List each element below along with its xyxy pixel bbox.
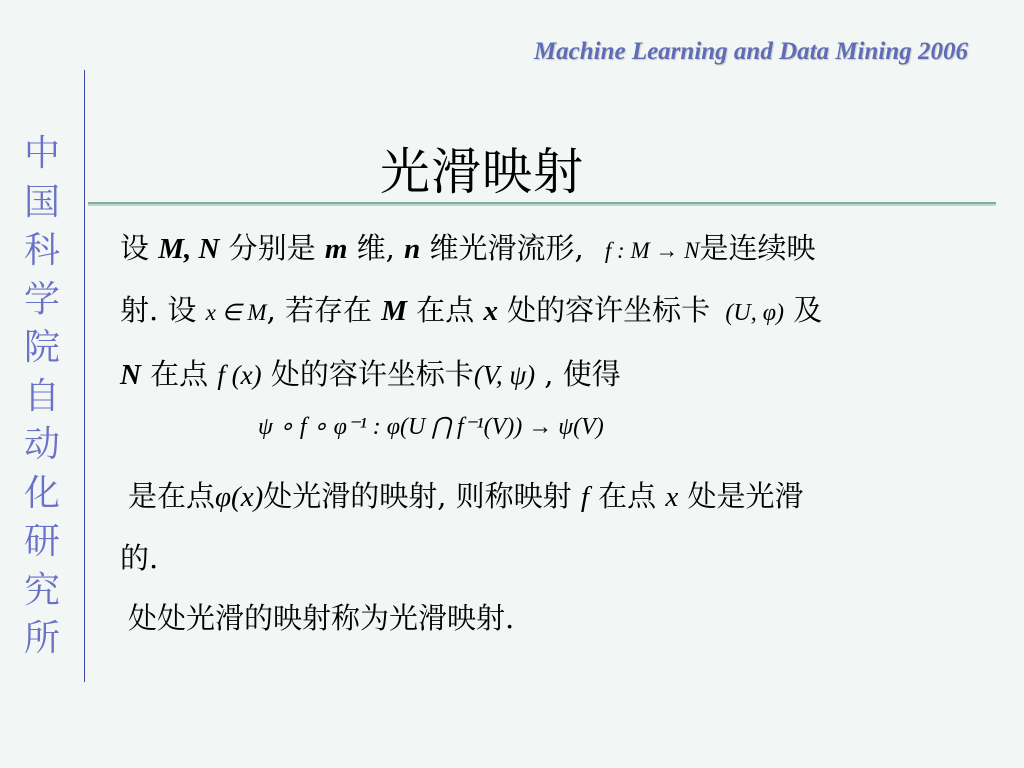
- var-m: m: [324, 233, 348, 265]
- institute-char: 化: [23, 472, 60, 514]
- text: 射. 设: [120, 293, 206, 327]
- text: ,: [184, 233, 199, 265]
- institute-name: [16, 130, 68, 664]
- math-map: f : M → N: [604, 238, 700, 263]
- institute-char: 科: [23, 230, 60, 271]
- text: 是连续映: [699, 231, 816, 265]
- body-line-2: [120, 290, 822, 333]
- text: 处的容许坐标卡: [261, 357, 474, 391]
- body-line-3: [120, 354, 621, 395]
- var-f: f: [580, 481, 589, 513]
- text: 分别是: [219, 231, 325, 265]
- math-x-in-M: x ∈ M: [205, 300, 267, 325]
- math-f-of-x: f (x): [217, 360, 262, 390]
- institute-char: 研: [23, 521, 60, 562]
- text: 设: [120, 231, 159, 265]
- institute-char: 究: [23, 569, 60, 611]
- text: 的.: [120, 541, 159, 575]
- var-N: N: [120, 359, 141, 391]
- var-x: x: [665, 481, 679, 513]
- text: 处的容许坐标卡: [497, 293, 711, 327]
- text: 处是光滑: [678, 479, 804, 513]
- math-chart-V: (V, ψ): [473, 360, 536, 390]
- text: 在点: [407, 293, 484, 327]
- formula: [258, 412, 604, 441]
- body-line-4: [128, 476, 804, 517]
- formula-text: ψ ∘ f ∘ φ⁻¹ : φ(U ⋂ f⁻¹(V)) → ψ(V): [258, 414, 604, 440]
- body-line-1: [120, 228, 816, 271]
- text: 及: [783, 293, 823, 327]
- institute-char: 所: [23, 618, 60, 659]
- math-chart-U: (U, φ): [725, 300, 784, 326]
- institute-char: 中: [23, 133, 60, 174]
- vertical-divider: [84, 70, 85, 682]
- var-M: M: [158, 233, 185, 265]
- var-M: M: [381, 295, 408, 327]
- slide-title: 光滑映射: [380, 143, 584, 201]
- institute-char: 院: [23, 327, 60, 368]
- institute-char: 动: [23, 424, 60, 465]
- body-line-5: [120, 538, 158, 578]
- course-title: Machine Learning and Data Mining 2006: [533, 38, 968, 65]
- text: 是在点: [128, 479, 216, 513]
- var-x: x: [483, 295, 498, 327]
- text: , 若存在: [266, 293, 382, 327]
- text: , 使得: [535, 357, 621, 391]
- text: 在点: [588, 479, 666, 513]
- text: 在点: [140, 357, 218, 391]
- text: 维光滑流形,: [420, 231, 584, 265]
- text: 处光滑的映射, 则称映射: [263, 479, 581, 513]
- title-underline: [88, 202, 996, 206]
- text: 维,: [347, 231, 405, 265]
- institute-char: 学: [23, 278, 60, 320]
- math-phi-x: φ(x): [215, 481, 264, 513]
- body-line-6: [128, 598, 514, 638]
- text: 处处光滑的映射称为光滑映射.: [128, 601, 515, 635]
- var-N: N: [198, 233, 220, 265]
- institute-char: 国: [23, 181, 60, 223]
- institute-char: 自: [23, 375, 60, 417]
- var-n: n: [404, 233, 421, 265]
